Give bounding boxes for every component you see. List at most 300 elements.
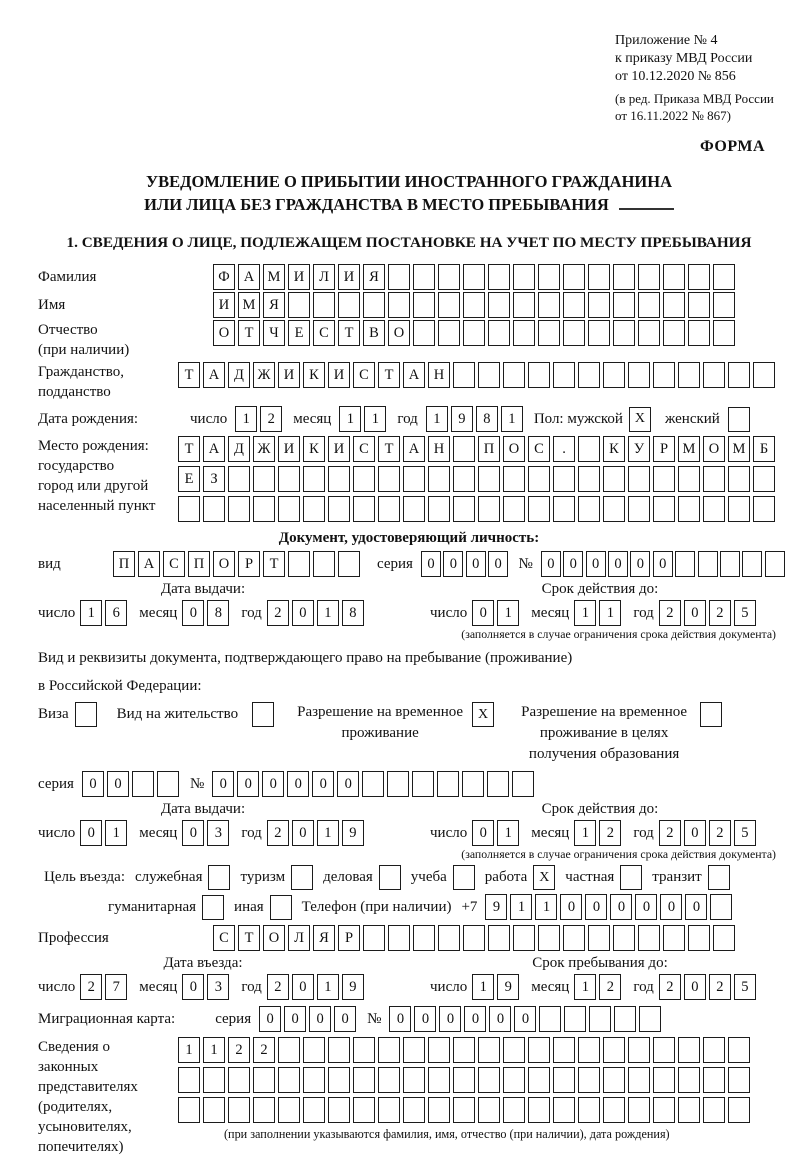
- char-cell[interactable]: З: [203, 466, 225, 492]
- char-cell[interactable]: [303, 466, 325, 492]
- permit-expiry-year-cells[interactable]: [659, 820, 759, 846]
- char-cell[interactable]: [564, 1006, 586, 1032]
- char-cell[interactable]: 2: [267, 820, 289, 846]
- char-cell[interactable]: Т: [263, 551, 285, 577]
- char-cell[interactable]: 1: [80, 600, 102, 626]
- char-cell[interactable]: Я: [363, 264, 385, 290]
- char-cell[interactable]: [428, 1037, 450, 1063]
- char-cell[interactable]: [578, 436, 600, 462]
- char-cell[interactable]: 0: [237, 771, 259, 797]
- migration-series-cells[interactable]: [259, 1006, 359, 1032]
- char-cell[interactable]: Е: [178, 466, 200, 492]
- char-cell[interactable]: [613, 320, 635, 346]
- char-cell[interactable]: К: [303, 436, 325, 462]
- char-cell[interactable]: [387, 771, 409, 797]
- char-cell[interactable]: 1: [497, 820, 519, 846]
- char-cell[interactable]: [438, 264, 460, 290]
- permit-series-cells[interactable]: [82, 771, 182, 797]
- char-cell[interactable]: [478, 496, 500, 522]
- char-cell[interactable]: [713, 292, 735, 318]
- char-cell[interactable]: [353, 1097, 375, 1123]
- char-cell[interactable]: 0: [684, 974, 706, 1000]
- char-cell[interactable]: 9: [342, 974, 364, 1000]
- char-cell[interactable]: [378, 1097, 400, 1123]
- char-cell[interactable]: 2: [267, 974, 289, 1000]
- doc-expiry-year-cells[interactable]: [659, 600, 759, 626]
- char-cell[interactable]: А: [403, 362, 425, 388]
- char-cell[interactable]: [513, 320, 535, 346]
- purpose-transit-checkbox[interactable]: [708, 865, 730, 890]
- char-cell[interactable]: [578, 1097, 600, 1123]
- char-cell[interactable]: [428, 1067, 450, 1093]
- doc-issue-year-cells[interactable]: [267, 600, 367, 626]
- char-cell[interactable]: [253, 466, 275, 492]
- char-cell[interactable]: [478, 362, 500, 388]
- char-cell[interactable]: [688, 925, 710, 951]
- char-cell[interactable]: [503, 362, 525, 388]
- char-cell[interactable]: [338, 292, 360, 318]
- char-cell[interactable]: [638, 264, 660, 290]
- char-cell[interactable]: С: [313, 320, 335, 346]
- purpose-study-checkbox[interactable]: [453, 865, 475, 890]
- purpose-tourism-checkbox[interactable]: [291, 865, 313, 890]
- char-cell[interactable]: 1: [574, 974, 596, 1000]
- char-cell[interactable]: [553, 1097, 575, 1123]
- char-cell[interactable]: [614, 1006, 636, 1032]
- char-cell[interactable]: 0: [464, 1006, 486, 1032]
- char-cell[interactable]: [589, 1006, 611, 1032]
- char-cell[interactable]: Д: [228, 362, 250, 388]
- char-cell[interactable]: [753, 466, 775, 492]
- char-cell[interactable]: [378, 1037, 400, 1063]
- char-cell[interactable]: А: [203, 362, 225, 388]
- char-cell[interactable]: 3: [207, 820, 229, 846]
- char-cell[interactable]: 0: [563, 551, 583, 577]
- char-cell[interactable]: [553, 496, 575, 522]
- char-cell[interactable]: [403, 1097, 425, 1123]
- char-cell[interactable]: [303, 1097, 325, 1123]
- char-cell[interactable]: 0: [684, 820, 706, 846]
- char-cell[interactable]: 1: [599, 600, 621, 626]
- doc-expiry-month-cells[interactable]: [574, 600, 624, 626]
- char-cell[interactable]: [538, 925, 560, 951]
- char-cell[interactable]: [538, 320, 560, 346]
- char-cell[interactable]: [413, 320, 435, 346]
- char-cell[interactable]: [338, 551, 360, 577]
- char-cell[interactable]: [453, 362, 475, 388]
- char-cell[interactable]: 0: [337, 771, 359, 797]
- char-cell[interactable]: [413, 292, 435, 318]
- char-cell[interactable]: [203, 1097, 225, 1123]
- char-cell[interactable]: [413, 264, 435, 290]
- char-cell[interactable]: [478, 1097, 500, 1123]
- char-cell[interactable]: [453, 466, 475, 492]
- char-cell[interactable]: [328, 1067, 350, 1093]
- char-cell[interactable]: [603, 466, 625, 492]
- char-cell[interactable]: [653, 466, 675, 492]
- char-cell[interactable]: [638, 292, 660, 318]
- char-cell[interactable]: [203, 1067, 225, 1093]
- char-cell[interactable]: [678, 496, 700, 522]
- char-cell[interactable]: 0: [660, 894, 682, 920]
- char-cell[interactable]: [678, 1067, 700, 1093]
- residence-permit-checkbox[interactable]: [252, 702, 274, 727]
- char-cell[interactable]: У: [628, 436, 650, 462]
- char-cell[interactable]: Т: [238, 925, 260, 951]
- char-cell[interactable]: 0: [684, 600, 706, 626]
- char-cell[interactable]: [638, 320, 660, 346]
- char-cell[interactable]: [513, 925, 535, 951]
- char-cell[interactable]: 0: [488, 551, 508, 577]
- char-cell[interactable]: А: [238, 264, 260, 290]
- birth-place-line2[interactable]: [178, 466, 778, 492]
- char-cell[interactable]: [678, 1097, 700, 1123]
- char-cell[interactable]: [303, 1037, 325, 1063]
- char-cell[interactable]: [728, 362, 750, 388]
- purpose-business-checkbox[interactable]: [379, 865, 401, 890]
- char-cell[interactable]: [639, 1006, 661, 1032]
- char-cell[interactable]: 0: [309, 1006, 331, 1032]
- char-cell[interactable]: [488, 320, 510, 346]
- char-cell[interactable]: 2: [659, 600, 681, 626]
- entry-day-cells[interactable]: [80, 974, 130, 1000]
- char-cell[interactable]: Д: [228, 436, 250, 462]
- char-cell[interactable]: 0: [182, 820, 204, 846]
- char-cell[interactable]: 1: [317, 820, 339, 846]
- char-cell[interactable]: [438, 925, 460, 951]
- char-cell[interactable]: [765, 551, 785, 577]
- gender-female-checkbox[interactable]: [728, 407, 750, 432]
- representatives-line1[interactable]: [178, 1037, 780, 1063]
- char-cell[interactable]: [513, 292, 535, 318]
- char-cell[interactable]: Ж: [253, 436, 275, 462]
- char-cell[interactable]: 0: [292, 600, 314, 626]
- char-cell[interactable]: [588, 320, 610, 346]
- char-cell[interactable]: Т: [238, 320, 260, 346]
- char-cell[interactable]: [328, 496, 350, 522]
- char-cell[interactable]: [313, 292, 335, 318]
- permit-expiry-day-cells[interactable]: [472, 820, 522, 846]
- doc-issue-day-cells[interactable]: [80, 600, 130, 626]
- char-cell[interactable]: [228, 496, 250, 522]
- char-cell[interactable]: [638, 925, 660, 951]
- char-cell[interactable]: И: [288, 264, 310, 290]
- char-cell[interactable]: [603, 1037, 625, 1063]
- char-cell[interactable]: [453, 1037, 475, 1063]
- char-cell[interactable]: [603, 496, 625, 522]
- surname-cells[interactable]: [213, 264, 738, 290]
- char-cell[interactable]: [488, 264, 510, 290]
- char-cell[interactable]: Т: [378, 362, 400, 388]
- char-cell[interactable]: 0: [284, 1006, 306, 1032]
- char-cell[interactable]: [453, 496, 475, 522]
- char-cell[interactable]: Т: [178, 436, 200, 462]
- char-cell[interactable]: [503, 1067, 525, 1093]
- char-cell[interactable]: [403, 466, 425, 492]
- patronymic-cells[interactable]: [213, 320, 738, 346]
- char-cell[interactable]: [463, 925, 485, 951]
- char-cell[interactable]: [528, 1037, 550, 1063]
- char-cell[interactable]: 8: [476, 406, 498, 432]
- char-cell[interactable]: 0: [489, 1006, 511, 1032]
- char-cell[interactable]: 0: [560, 894, 582, 920]
- char-cell[interactable]: 0: [585, 894, 607, 920]
- char-cell[interactable]: 1: [364, 406, 386, 432]
- char-cell[interactable]: 0: [514, 1006, 536, 1032]
- char-cell[interactable]: [553, 466, 575, 492]
- char-cell[interactable]: 1: [535, 894, 557, 920]
- char-cell[interactable]: [278, 466, 300, 492]
- char-cell[interactable]: [728, 1097, 750, 1123]
- phone-cells[interactable]: [485, 894, 735, 920]
- char-cell[interactable]: И: [338, 264, 360, 290]
- char-cell[interactable]: К: [303, 362, 325, 388]
- char-cell[interactable]: [675, 551, 695, 577]
- char-cell[interactable]: И: [278, 436, 300, 462]
- char-cell[interactable]: [603, 1097, 625, 1123]
- char-cell[interactable]: [578, 496, 600, 522]
- char-cell[interactable]: А: [403, 436, 425, 462]
- char-cell[interactable]: [588, 925, 610, 951]
- char-cell[interactable]: [512, 771, 534, 797]
- char-cell[interactable]: 2: [267, 600, 289, 626]
- char-cell[interactable]: [613, 925, 635, 951]
- char-cell[interactable]: [288, 292, 310, 318]
- char-cell[interactable]: [628, 466, 650, 492]
- char-cell[interactable]: [412, 771, 434, 797]
- char-cell[interactable]: [478, 1067, 500, 1093]
- char-cell[interactable]: 1: [203, 1037, 225, 1063]
- stay-day-cells[interactable]: [472, 974, 522, 1000]
- char-cell[interactable]: [453, 436, 475, 462]
- char-cell[interactable]: [678, 1037, 700, 1063]
- char-cell[interactable]: 1: [472, 974, 494, 1000]
- char-cell[interactable]: 1: [317, 974, 339, 1000]
- char-cell[interactable]: Ф: [213, 264, 235, 290]
- char-cell[interactable]: 1: [235, 406, 257, 432]
- char-cell[interactable]: С: [213, 925, 235, 951]
- char-cell[interactable]: [713, 320, 735, 346]
- permit-issue-month-cells[interactable]: [182, 820, 232, 846]
- char-cell[interactable]: 7: [105, 974, 127, 1000]
- char-cell[interactable]: [353, 496, 375, 522]
- char-cell[interactable]: Л: [313, 264, 335, 290]
- char-cell[interactable]: [157, 771, 179, 797]
- citizenship-cells[interactable]: [178, 362, 778, 388]
- char-cell[interactable]: [628, 362, 650, 388]
- char-cell[interactable]: 0: [608, 551, 628, 577]
- gender-male-checkbox[interactable]: X: [629, 407, 651, 432]
- char-cell[interactable]: [703, 1037, 725, 1063]
- representatives-line2[interactable]: [178, 1067, 780, 1093]
- char-cell[interactable]: [388, 264, 410, 290]
- migration-number-cells[interactable]: [389, 1006, 664, 1032]
- char-cell[interactable]: [538, 292, 560, 318]
- char-cell[interactable]: [563, 320, 585, 346]
- char-cell[interactable]: [578, 362, 600, 388]
- purpose-private-checkbox[interactable]: [620, 865, 642, 890]
- char-cell[interactable]: [378, 496, 400, 522]
- char-cell[interactable]: [528, 1097, 550, 1123]
- char-cell[interactable]: [663, 264, 685, 290]
- char-cell[interactable]: [728, 466, 750, 492]
- char-cell[interactable]: [288, 551, 310, 577]
- char-cell[interactable]: Н: [428, 362, 450, 388]
- char-cell[interactable]: 2: [228, 1037, 250, 1063]
- char-cell[interactable]: В: [363, 320, 385, 346]
- char-cell[interactable]: [663, 292, 685, 318]
- char-cell[interactable]: 1: [339, 406, 361, 432]
- char-cell[interactable]: 5: [734, 820, 756, 846]
- permit-issue-year-cells[interactable]: [267, 820, 367, 846]
- char-cell[interactable]: [553, 1037, 575, 1063]
- char-cell[interactable]: [438, 320, 460, 346]
- char-cell[interactable]: А: [138, 551, 160, 577]
- char-cell[interactable]: [487, 771, 509, 797]
- char-cell[interactable]: 0: [685, 894, 707, 920]
- char-cell[interactable]: [328, 1037, 350, 1063]
- birth-place-line1[interactable]: [178, 436, 778, 462]
- char-cell[interactable]: М: [238, 292, 260, 318]
- char-cell[interactable]: 0: [635, 894, 657, 920]
- char-cell[interactable]: [628, 1097, 650, 1123]
- char-cell[interactable]: М: [263, 264, 285, 290]
- char-cell[interactable]: [728, 1067, 750, 1093]
- char-cell[interactable]: 0: [414, 1006, 436, 1032]
- char-cell[interactable]: П: [188, 551, 210, 577]
- char-cell[interactable]: 1: [574, 600, 596, 626]
- char-cell[interactable]: [462, 771, 484, 797]
- char-cell[interactable]: О: [263, 925, 285, 951]
- char-cell[interactable]: [713, 264, 735, 290]
- char-cell[interactable]: [478, 466, 500, 492]
- char-cell[interactable]: 1: [317, 600, 339, 626]
- char-cell[interactable]: [363, 292, 385, 318]
- char-cell[interactable]: О: [503, 436, 525, 462]
- char-cell[interactable]: [588, 264, 610, 290]
- permit-expiry-month-cells[interactable]: [574, 820, 624, 846]
- char-cell[interactable]: 0: [421, 551, 441, 577]
- char-cell[interactable]: [703, 1067, 725, 1093]
- char-cell[interactable]: [488, 292, 510, 318]
- char-cell[interactable]: [528, 1067, 550, 1093]
- char-cell[interactable]: [553, 362, 575, 388]
- char-cell[interactable]: 9: [485, 894, 507, 920]
- char-cell[interactable]: С: [163, 551, 185, 577]
- char-cell[interactable]: П: [113, 551, 135, 577]
- char-cell[interactable]: 0: [541, 551, 561, 577]
- char-cell[interactable]: [228, 466, 250, 492]
- char-cell[interactable]: [132, 771, 154, 797]
- char-cell[interactable]: [728, 1037, 750, 1063]
- char-cell[interactable]: 0: [82, 771, 104, 797]
- char-cell[interactable]: 1: [574, 820, 596, 846]
- char-cell[interactable]: Ч: [263, 320, 285, 346]
- given-name-cells[interactable]: [213, 292, 738, 318]
- char-cell[interactable]: Л: [288, 925, 310, 951]
- doc-expiry-day-cells[interactable]: [472, 600, 522, 626]
- char-cell[interactable]: 2: [80, 974, 102, 1000]
- char-cell[interactable]: [453, 1067, 475, 1093]
- char-cell[interactable]: О: [213, 551, 235, 577]
- representatives-line3[interactable]: [178, 1097, 780, 1123]
- char-cell[interactable]: И: [328, 362, 350, 388]
- char-cell[interactable]: 1: [105, 820, 127, 846]
- char-cell[interactable]: С: [353, 362, 375, 388]
- char-cell[interactable]: [228, 1097, 250, 1123]
- birth-year-cells[interactable]: [426, 406, 526, 432]
- char-cell[interactable]: 0: [182, 974, 204, 1000]
- char-cell[interactable]: [753, 496, 775, 522]
- char-cell[interactable]: А: [203, 436, 225, 462]
- char-cell[interactable]: [603, 362, 625, 388]
- char-cell[interactable]: [463, 320, 485, 346]
- birth-place-line3[interactable]: [178, 496, 778, 522]
- char-cell[interactable]: [303, 496, 325, 522]
- char-cell[interactable]: Б: [753, 436, 775, 462]
- char-cell[interactable]: [378, 1067, 400, 1093]
- char-cell[interactable]: Т: [378, 436, 400, 462]
- char-cell[interactable]: [503, 496, 525, 522]
- char-cell[interactable]: [539, 1006, 561, 1032]
- char-cell[interactable]: К: [603, 436, 625, 462]
- char-cell[interactable]: [253, 1097, 275, 1123]
- char-cell[interactable]: [328, 1097, 350, 1123]
- char-cell[interactable]: [578, 466, 600, 492]
- char-cell[interactable]: 1: [510, 894, 532, 920]
- char-cell[interactable]: Т: [178, 362, 200, 388]
- char-cell[interactable]: 0: [287, 771, 309, 797]
- birth-day-cells[interactable]: [235, 406, 285, 432]
- char-cell[interactable]: [362, 771, 384, 797]
- char-cell[interactable]: [353, 1037, 375, 1063]
- char-cell[interactable]: [203, 496, 225, 522]
- char-cell[interactable]: [688, 292, 710, 318]
- char-cell[interactable]: [703, 496, 725, 522]
- char-cell[interactable]: [713, 925, 735, 951]
- char-cell[interactable]: [628, 1067, 650, 1093]
- char-cell[interactable]: [613, 264, 635, 290]
- char-cell[interactable]: Р: [653, 436, 675, 462]
- char-cell[interactable]: Р: [338, 925, 360, 951]
- char-cell[interactable]: [703, 466, 725, 492]
- char-cell[interactable]: [353, 466, 375, 492]
- char-cell[interactable]: Е: [288, 320, 310, 346]
- char-cell[interactable]: 0: [107, 771, 129, 797]
- char-cell[interactable]: Т: [338, 320, 360, 346]
- char-cell[interactable]: [653, 496, 675, 522]
- char-cell[interactable]: Я: [313, 925, 335, 951]
- char-cell[interactable]: [538, 264, 560, 290]
- char-cell[interactable]: 0: [182, 600, 204, 626]
- char-cell[interactable]: [653, 362, 675, 388]
- char-cell[interactable]: [353, 1067, 375, 1093]
- char-cell[interactable]: [603, 1067, 625, 1093]
- char-cell[interactable]: [528, 362, 550, 388]
- char-cell[interactable]: .: [553, 436, 575, 462]
- char-cell[interactable]: П: [478, 436, 500, 462]
- char-cell[interactable]: 0: [292, 974, 314, 1000]
- char-cell[interactable]: [278, 1067, 300, 1093]
- entry-year-cells[interactable]: [267, 974, 367, 1000]
- char-cell[interactable]: 0: [212, 771, 234, 797]
- char-cell[interactable]: [678, 362, 700, 388]
- char-cell[interactable]: [363, 925, 385, 951]
- char-cell[interactable]: [513, 264, 535, 290]
- char-cell[interactable]: [628, 496, 650, 522]
- char-cell[interactable]: [703, 362, 725, 388]
- char-cell[interactable]: [503, 466, 525, 492]
